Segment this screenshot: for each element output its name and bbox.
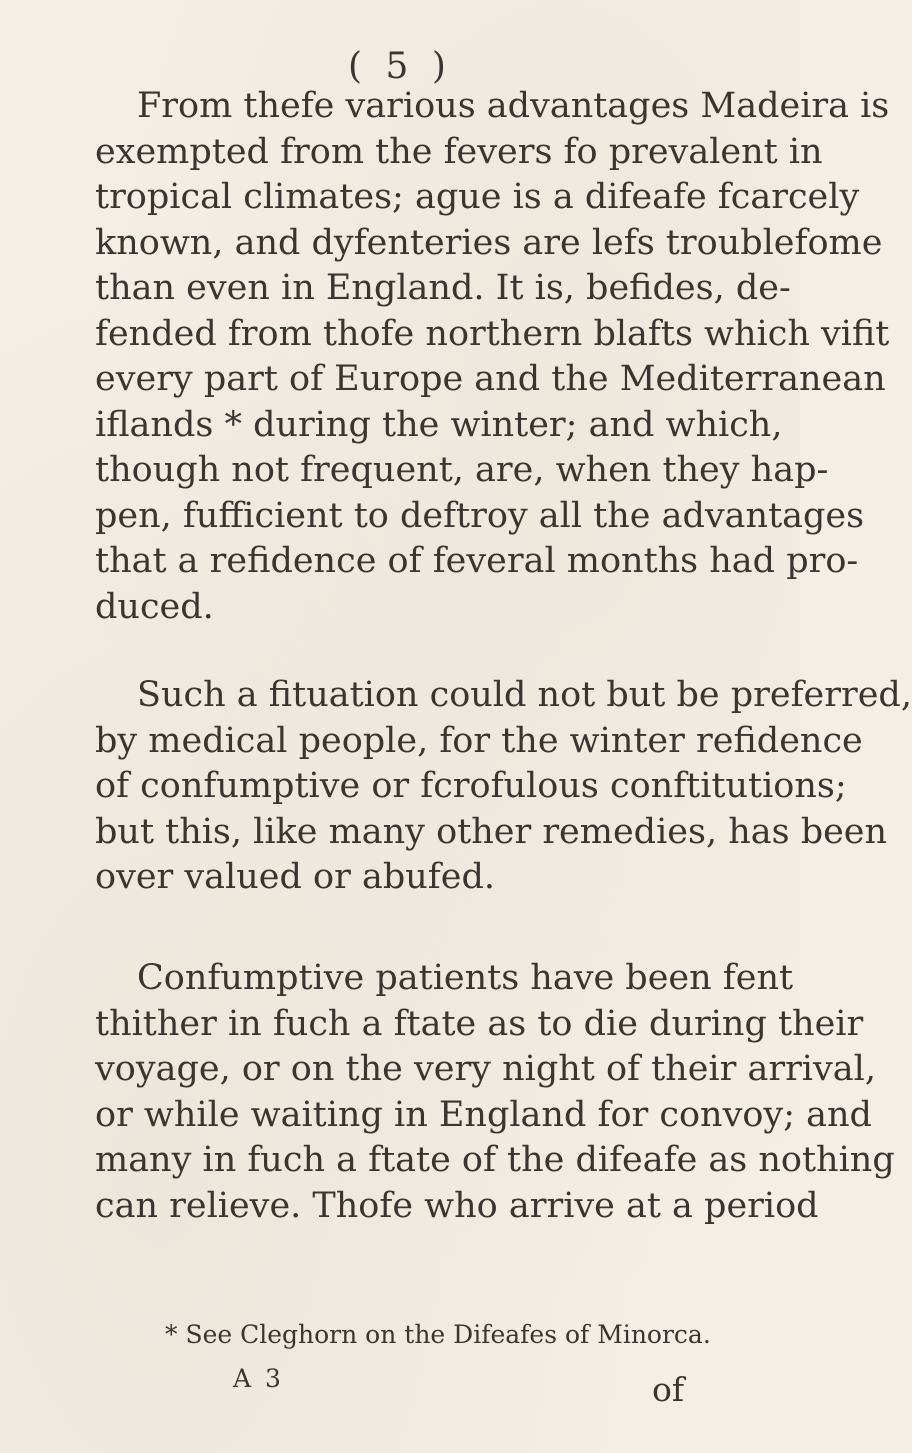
text-line: though not frequent, are, when they hap- xyxy=(95,450,829,490)
signature-mark: A 3 xyxy=(233,1364,284,1393)
paragraph-1 xyxy=(95,84,890,630)
footnote: * See Cleghorn on the Difeafes of Minorca. xyxy=(165,1320,711,1349)
text-line: pen, fufficient to deftroy all the advantages xyxy=(95,495,865,536)
text-line: can relieve. Thofe who arrive at a period xyxy=(95,1185,819,1226)
text-line: thither in fuch a ftate as to die during their xyxy=(95,1003,864,1044)
text-line: every part of Europe and the Mediterranean xyxy=(95,359,886,399)
text-line: that a refidence of feveral months had pro- xyxy=(95,541,859,581)
text-line: many in fuch a ftate of the difeafe as nothing xyxy=(95,1140,895,1180)
text-line: exempted from the fevers fo prevalent in xyxy=(95,131,823,172)
text-line: tropical climates; ague is a difeafe fcarcely xyxy=(95,177,860,217)
text-line: over valued or abufed. xyxy=(95,857,495,897)
text-line: From thefe various advantages Madeira is xyxy=(137,86,890,126)
text-line: by medical people, for the winter refidence xyxy=(95,720,863,761)
text-line: or while waiting in England for convoy; and xyxy=(95,1094,872,1135)
text-line: iflands * during the winter; and which, xyxy=(95,404,783,445)
text-line: duced. xyxy=(95,586,214,627)
text-line: than even in England. It is, befides, de- xyxy=(95,268,791,308)
text-line: voyage, or on the very night of their arrival, xyxy=(95,1049,876,1089)
text-line: Such a fituation could not but be preferred, xyxy=(137,675,912,715)
text-line: known, and dyfenteries are lefs troublefome xyxy=(95,222,883,263)
page-number: ( 5 ) xyxy=(348,46,452,87)
paragraph-2 xyxy=(95,673,912,901)
text-line: but this, like many other remedies, has been xyxy=(95,811,888,852)
catchword: of xyxy=(652,1370,685,1409)
text-line: of confumptive or fcrofulous conftitutions; xyxy=(95,766,847,806)
text-line: Confumptive patients have been fent xyxy=(137,958,794,998)
text-line: fended from thofe northern blafts which vifit xyxy=(95,313,890,354)
paragraph-3 xyxy=(95,956,895,1229)
